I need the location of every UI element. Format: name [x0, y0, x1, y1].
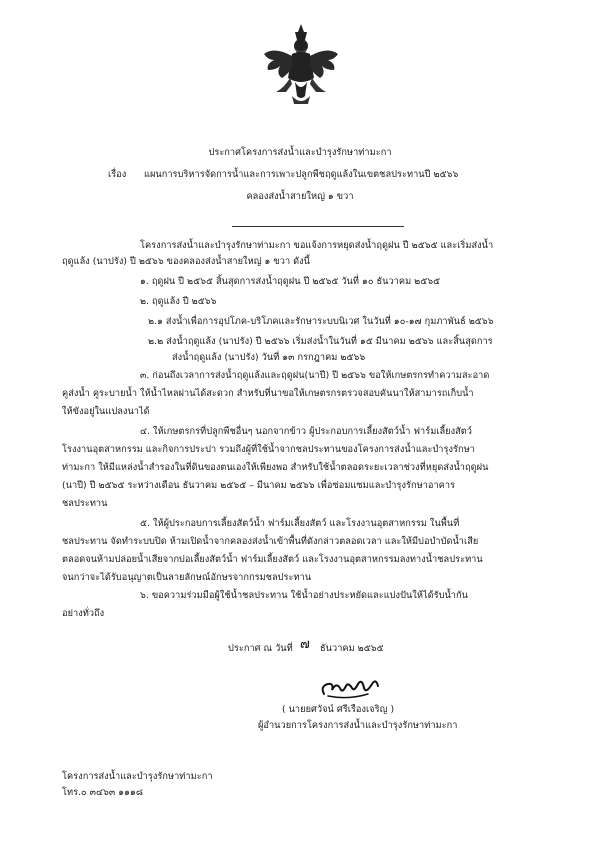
item-2: ๒. ฤดูแล้ง ปี ๒๕๖๖ [140, 296, 217, 307]
dateline-month-year: ธันวาคม ๒๕๖๕ [320, 643, 384, 654]
item-3-line-1: ๓. ก่อนถึงเวลาการส่งน้ำฤดูแล้งและฤดูฝน(นาปี) ปี ๒๕๖๖ ขอให้เกษตรกรทำความสะอาด [140, 370, 490, 381]
signatory-name: ( นายยศวัจน์ ศรีเรืองเจริญ ) [282, 704, 395, 715]
item-4-line-2: โรงงานอุตสาหกรรม และกิจการประปา รวมถึงผู้ที่ใช้น้ำจากชลประทานของโครงการส่งน้ำและบำรุงรักษา [62, 444, 475, 455]
item-3-line-3: ให้ขังอยู่ในแปลงนาได้ [62, 406, 150, 417]
announcement-title: ประกาศโครงการส่งน้ำและบำรุงรักษาท่ามะกา [208, 147, 392, 158]
subject-label: เรื่อง [108, 169, 127, 180]
signatory-position: ผู้อำนวยการโครงการส่งน้ำและบำรุงรักษาท่ามะกา [258, 720, 458, 731]
subtitle: คลองส่งน้ำสายใหญ่ ๑ ขวา [246, 191, 354, 202]
item-6-line-1: ๖. ขอความร่วมมือผู้ใช้น้ำชลประทาน ใช้น้ำอย่างประหยัดและแบ่งปันให้ได้รับน้ำกัน [140, 590, 468, 601]
item-2-2-line-1: ๒.๒ ส่งน้ำฤดูแล้ง (นาปรัง) ปี ๒๕๖๖ เริ่มส่งน้ำในวันที่ ๑๕ มีนาคม ๒๕๖๖ และสิ้นสุดการ [148, 336, 493, 347]
item-4-line-4: (นาปี) ปี ๒๕๖๕ ระหว่างเดือน ธันวาคม ๒๕๖๕ – มีนาคม ๒๕๖๖ เพื่อซ่อมแซมและบำรุงรักษาอาคาร [62, 480, 456, 491]
item-5-line-4: จนกว่าจะได้รับอนุญาตเป็นลายลักษณ์อักษรจากกรมชลประทาน [62, 572, 312, 583]
dateline-day: ๗ [300, 637, 310, 652]
item-6-line-2: อย่างทั่วถึง [62, 608, 105, 619]
item-2-1: ๒.๑ ส่งน้ำเพื่อการอุปโภค-บริโภคและรักษาระบบนิเวศ ในวันที่ ๑๐-๑๗ กุมภาพันธ์ ๒๕๖๖ [148, 316, 494, 327]
footer-office: โครงการส่งน้ำและบำรุงรักษาท่ามะกา [62, 771, 213, 782]
item-5-line-3: ตลอดจนห้ามปล่อยน้ำเสียจากบ่อเลี้ยงสัตว์น้ำ ฟาร์มเลี้ยงสัตว์ และโรงงานอุตสาหกรรมลงทางน้ำชลประทาน [62, 554, 483, 565]
footer-phone: โทร.๐ ๓๔๖๓ ๑๑๑๘ [62, 787, 143, 798]
item-4-line-1: ๔. ให้เกษตรกรที่ปลูกพืชอื่นๆ นอกจากข้าว ผู้ประกอบการเลี้ยงสัตว์น้ำ ฟาร์มเลี้ยงสัตว์ [140, 426, 473, 437]
subject-text: แผนการบริหารจัดการน้ำและการเพาะปลูกพืชฤดูแล้งในเขตชลประทานปี ๒๕๖๖ [144, 169, 459, 180]
dateline-prefix: ประกาศ ณ วันที่ [228, 643, 293, 654]
item-4-line-3: ท่ามะกา ให้มีแหล่งน้ำสำรองในที่ดินของตนเองให้เพียงพอ สำหรับใช้น้ำตลอดระยะเวลาช่วงที่หยุดส่งน้ำฤดูฝน [62, 462, 489, 473]
item-5-line-1: ๕. ให้ผู้ประกอบการเลี้ยงสัตว์น้ำ ฟาร์มเลี้ยงสัตว์ และโรงงานอุตสาหกรรม ในพื้นที่ [140, 518, 460, 529]
item-5-line-2: ชลประทาน จัดทำระบบปิด ห้ามเปิดน้ำจากคลองส่งน้ำเข้าพื้นที่ดังกล่าวตลอดเวลา และให้มีบ่อบำบัดน้ำเสีย [62, 536, 479, 547]
item-3-line-2: คูส่งน้ำ คูระบายน้ำ ให้น้ำไหลผ่านได้สะดวก สำหรับที่นาขอให้เกษตรกรตรวจสอบคันนาให้สามารถเก็บน้ำ [62, 388, 474, 399]
divider [232, 226, 404, 227]
intro-line-2: ฤดูแล้ง (นาปรัง) ปี ๒๕๖๖ ของคลองส่งน้ำสายใหญ่ ๑ ขวา ดังนี้ [62, 256, 311, 267]
item-2-2-line-2: ส่งน้ำฤดูแล้ง (นาปรัง) วันที่ ๑๓ กรกฎาคม ๒๕๖๖ [172, 352, 366, 363]
item-1: ๑. ฤดูฝน ปี ๒๕๖๕ สิ้นสุดการส่งน้ำฤดูฝน ปี ๒๕๖๕ วันที่ ๑๐ ธันวาคม ๒๕๖๕ [140, 276, 441, 287]
garuda-emblem-icon [262, 22, 340, 112]
handwritten-signature [318, 678, 388, 704]
intro-line-1: โครงการส่งน้ำและบำรุงรักษาท่ามะกา ขอแจ้งการหยุดส่งน้ำฤดูฝน ปี ๒๕๖๕ และเริ่มส่งน้ำ [140, 240, 494, 251]
item-4-line-5: ชลประทาน [62, 498, 108, 509]
